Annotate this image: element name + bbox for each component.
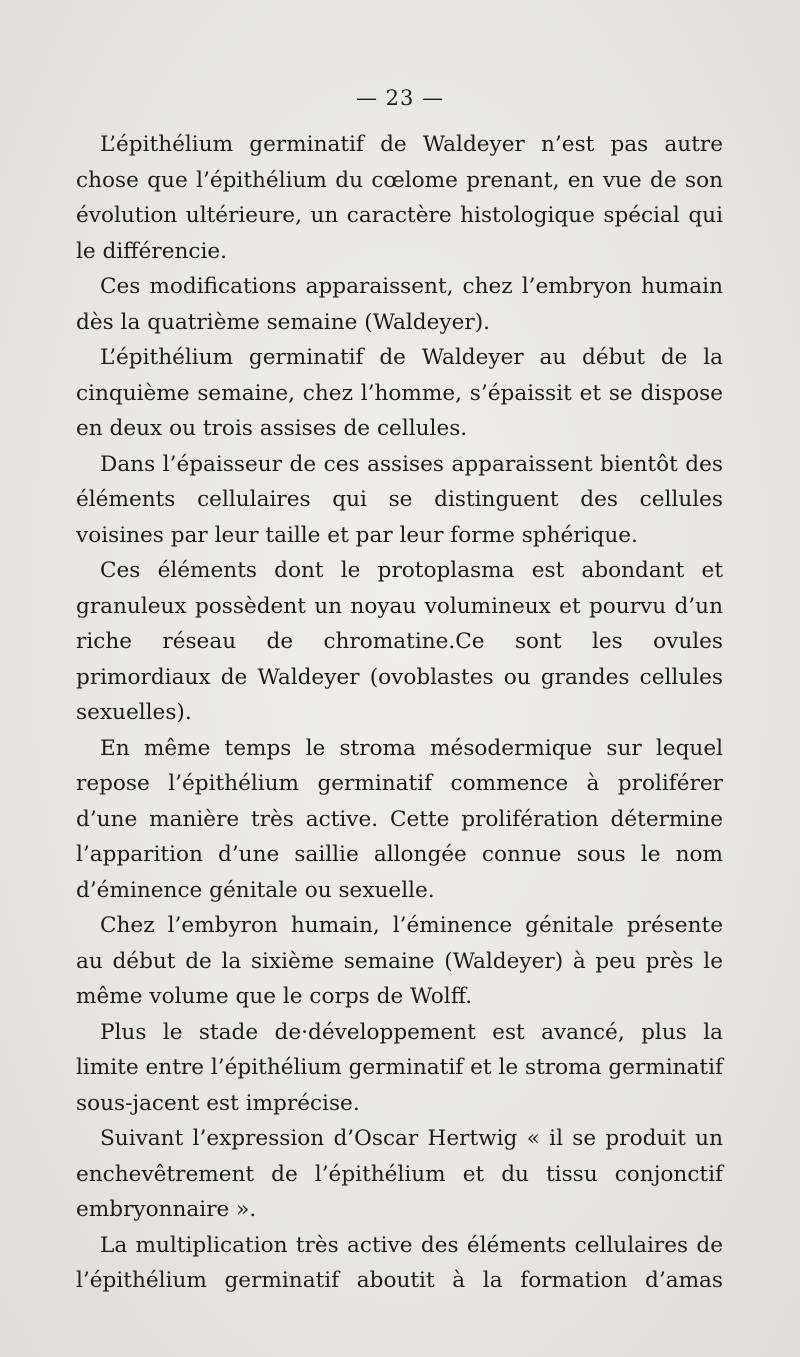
- page-number: — 23 —: [355, 86, 445, 110]
- paragraph-3: L’épithélium germinatif de Waldeyer au début de la cinquième semaine, chez l’homme, s’épaissit et se dispose en deux ou trois assises de cellules.: [76, 345, 723, 441]
- body-text: [76, 127, 723, 1299]
- paragraph-10: La multiplication très active des éléments cellulaires de l’épithélium germinatif aboutit à la formation d’amas: [76, 1232, 723, 1293]
- paragraph-8: Plus le stade de·développement est avancé, plus la limite entre l’épithélium germinatif et le stroma germinatif sous-jacent est imprécise.: [76, 1019, 723, 1116]
- paragraph-9: Suivant l’expression d’Oscar Hertwig « il se produit un enchevêtrement de l’épithélium et du tissu conjonctif embryonnaire ».: [76, 1126, 723, 1222]
- paragraph-1: L’épithélium germinatif de Waldeyer n’est pas autre chose que l’épithélium du cœlome prenant, en vue de son évolution ultérieure, un caractère histologique spécial qui le différencie.: [76, 132, 723, 264]
- paragraph-5: Ces éléments dont le protoplasma est abondant et granuleux possèdent un noyau volumineux et pourvu d’un riche réseau de chromatine.Ce sont les ovules primordiaux de Waldeyer (ovoblastes ou grandes cellules sexuelles).: [76, 558, 723, 725]
- paragraph-6: En même temps le stroma mésodermique sur lequel repose l’épithélium germinatif commence à proliférer d’une manière très active. Cette prolifération détermine l’apparition d’une saillie allongée connue sous le nom d’éminence génitale ou sexuelle.: [76, 735, 723, 903]
- paragraph-2: Ces modifications apparaissent, chez l’embryon humain dès la quatrième semaine (Waldeyer).: [76, 274, 723, 335]
- paragraph-4: Dans l’épaisseur de ces assises apparaissent bientôt des éléments cellulaires qui se distinguent des cellules voisines par leur taille et par leur forme sphérique.: [76, 451, 723, 548]
- paragraph-7: Chez l’embyron humain, l’éminence génitale présente au début de la sixième semaine (Waldeyer) à peu près le même volume que le corps de Wolff.: [76, 913, 723, 1009]
